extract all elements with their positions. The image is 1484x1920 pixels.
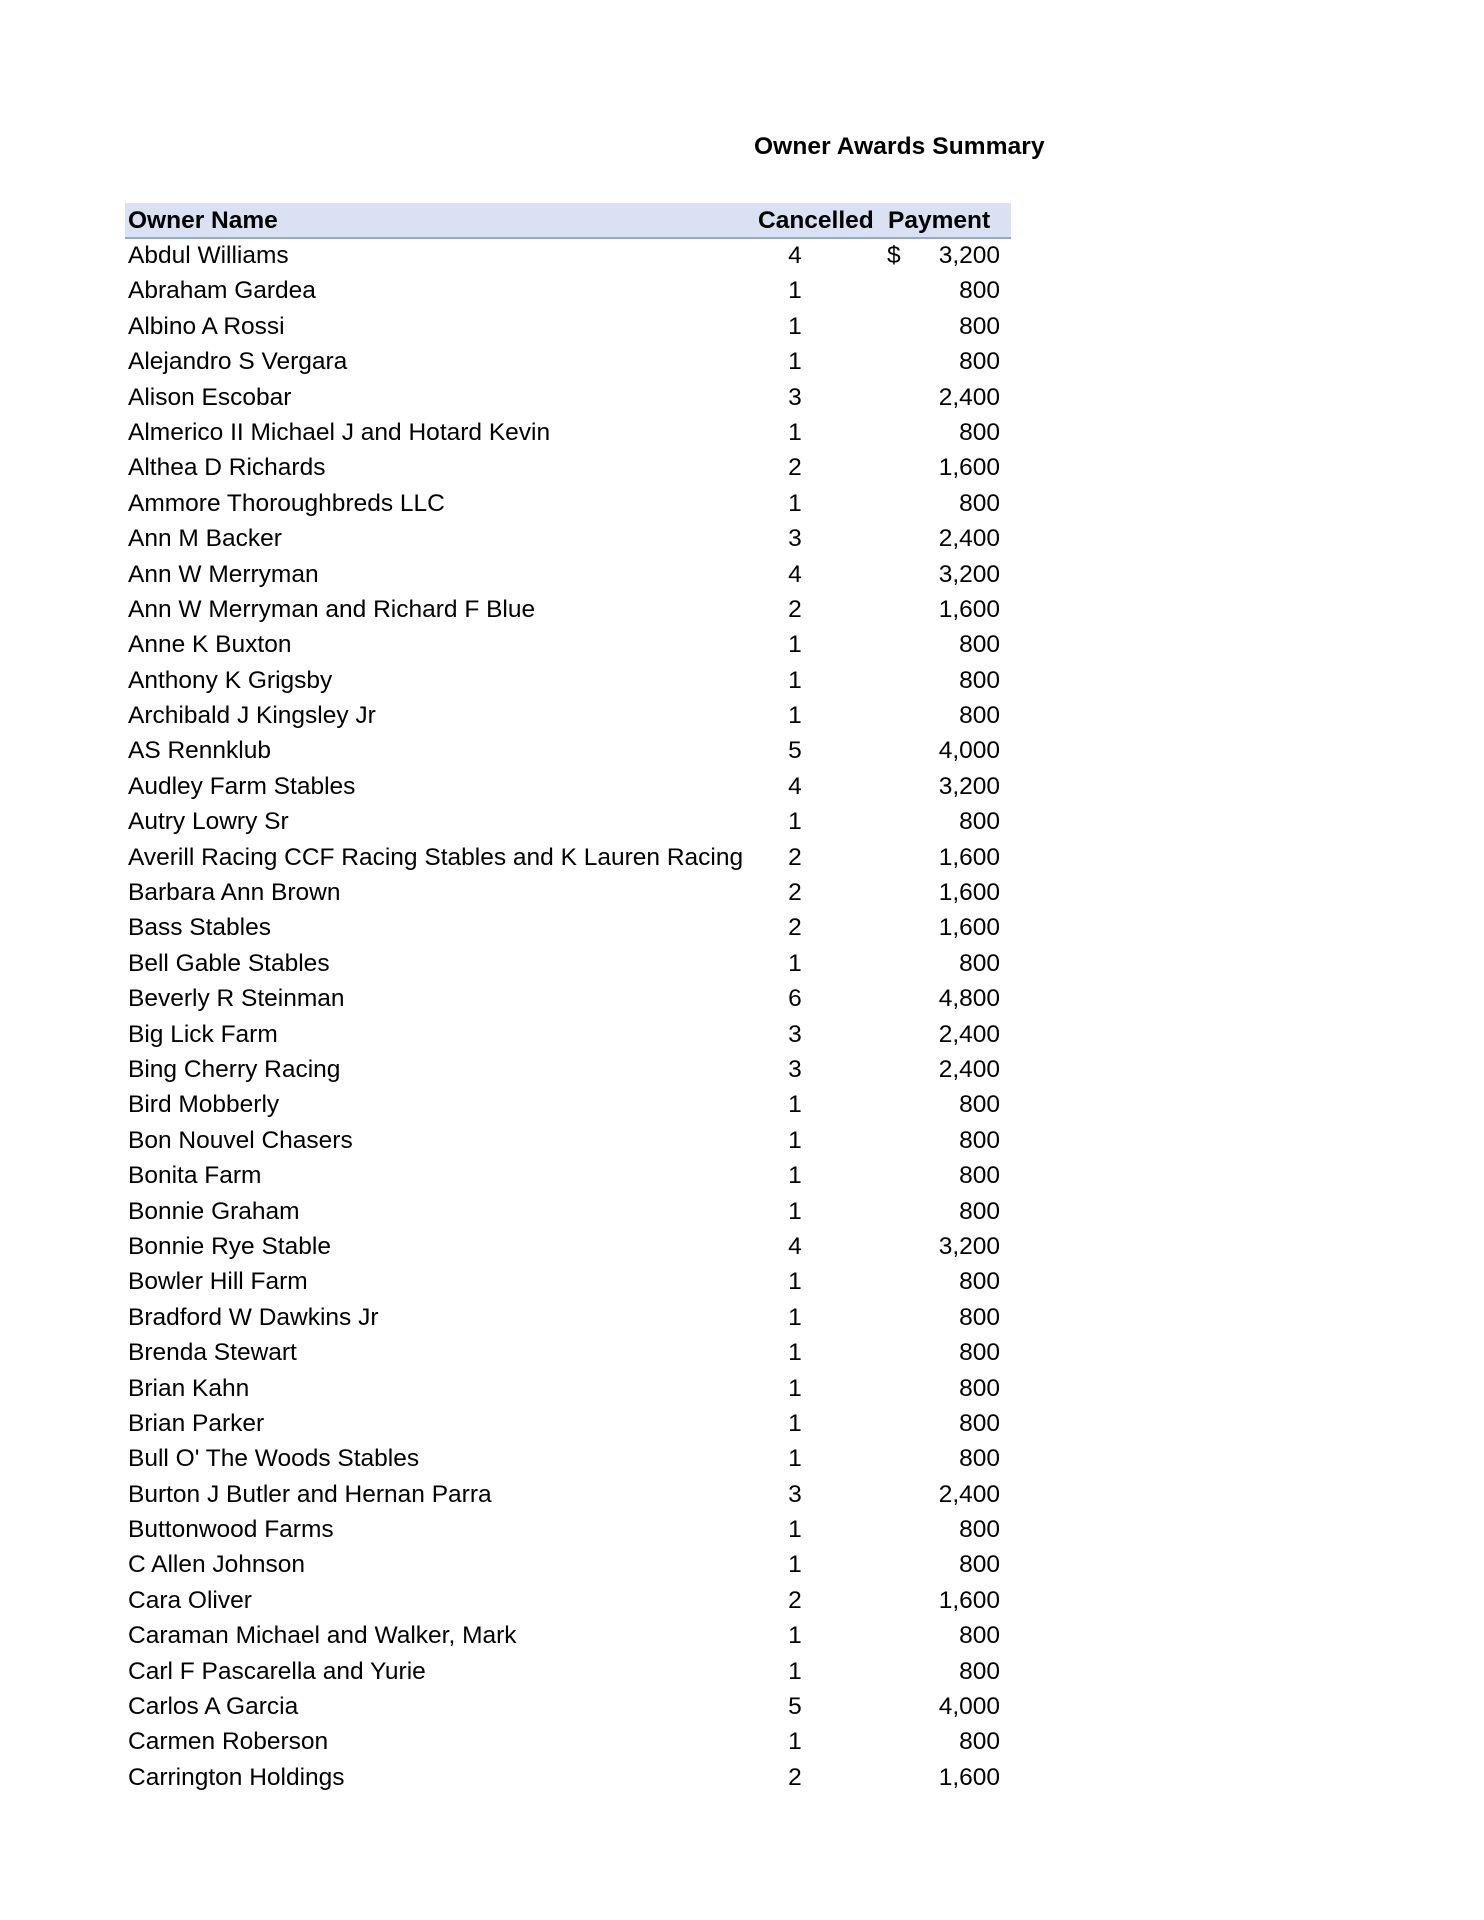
column-header-cancelled: Cancelled — [758, 207, 874, 234]
payment-cell: 4,000 — [938, 1693, 1000, 1721]
table-row — [125, 1194, 1011, 1229]
cancelled-cell: 1 — [788, 1162, 802, 1190]
table-row — [125, 1087, 1011, 1122]
table-row — [125, 486, 1011, 521]
cancelled-cell: 3 — [788, 1055, 802, 1083]
owner-name-cell: Cara Oliver — [128, 1586, 252, 1614]
owner-name-cell: Bird Mobberly — [128, 1091, 280, 1119]
payment-cell: 800 — [959, 1268, 1000, 1296]
payment-cell: 800 — [959, 418, 1000, 446]
owner-name-cell: Almerico II Michael J and Hotard Kevin — [128, 418, 551, 446]
owner-name-cell: Ann M Backer — [128, 525, 282, 553]
table-row — [125, 840, 1011, 875]
table-row — [125, 946, 1011, 981]
cancelled-cell: 1 — [788, 1374, 802, 1402]
payment-cell: 4,000 — [938, 737, 1000, 765]
table-row — [125, 663, 1011, 698]
table-body — [125, 238, 1011, 1795]
cancelled-cell: 1 — [788, 1339, 802, 1367]
owner-name-cell: Brian Kahn — [128, 1374, 250, 1402]
payment-cell: 1,600 — [938, 914, 1000, 942]
payment-cell: 800 — [959, 702, 1000, 730]
owner-name-cell: Althea D Richards — [128, 454, 326, 482]
payment-cell: 3,200 — [938, 772, 1000, 800]
cancelled-cell: 6 — [788, 985, 802, 1013]
owner-name-cell: Anne K Buxton — [128, 631, 292, 659]
owner-name-cell: Archibald J Kingsley Jr — [128, 702, 376, 730]
payment-cell: 800 — [959, 1339, 1000, 1367]
cancelled-cell: 5 — [788, 737, 802, 765]
table-row — [125, 1229, 1011, 1264]
payment-cell: 800 — [959, 949, 1000, 977]
payment-cell: 800 — [959, 348, 1000, 376]
cancelled-cell: 1 — [788, 1728, 802, 1756]
owner-name-cell: Carrington Holdings — [128, 1763, 345, 1791]
payment-cell: 1,600 — [938, 1763, 1000, 1791]
owner-name-cell: Big Lick Farm — [128, 1020, 278, 1048]
table-row — [125, 1335, 1011, 1370]
payment-cell: 800 — [959, 1551, 1000, 1579]
payment-cell: 800 — [959, 1126, 1000, 1154]
payment-cell: 1,600 — [938, 843, 1000, 871]
owner-name-cell: Bradford W Dawkins Jr — [128, 1303, 379, 1331]
cancelled-cell: 2 — [788, 454, 802, 482]
table-row — [125, 1158, 1011, 1193]
payment-cell: 2,400 — [938, 525, 1000, 553]
cancelled-cell: 1 — [788, 1197, 802, 1225]
cancelled-cell: 1 — [788, 1126, 802, 1154]
table-row — [125, 1547, 1011, 1582]
cancelled-cell: 1 — [788, 949, 802, 977]
owner-name-cell: Abraham Gardea — [128, 277, 316, 305]
owner-name-cell: Beverly R Steinman — [128, 985, 345, 1013]
cancelled-cell: 4 — [788, 1232, 802, 1260]
owner-name-cell: Autry Lowry Sr — [128, 808, 289, 836]
payment-cell: 800 — [959, 1197, 1000, 1225]
cancelled-cell: 1 — [788, 631, 802, 659]
table-row — [125, 521, 1011, 556]
payment-cell: 800 — [959, 1728, 1000, 1756]
owner-name-cell: Carlos A Garcia — [128, 1693, 299, 1721]
owner-name-cell: Audley Farm Stables — [128, 772, 356, 800]
table-row — [125, 344, 1011, 379]
table-row — [125, 1052, 1011, 1087]
table-row — [125, 1760, 1011, 1795]
owner-name-cell: Averill Racing CCF Racing Stables and K Lauren Racing — [128, 843, 744, 871]
table-row — [125, 1477, 1011, 1512]
payment-cell: 3,200 — [938, 242, 1000, 269]
cancelled-cell: 4 — [788, 560, 802, 588]
payment-cell: 1,600 — [938, 1586, 1000, 1614]
cancelled-cell: 3 — [788, 525, 802, 553]
payment-cell: 800 — [959, 1657, 1000, 1685]
owner-name-cell: Burton J Butler and Hernan Parra — [128, 1480, 492, 1508]
table-row — [125, 1371, 1011, 1406]
cancelled-cell: 5 — [788, 1693, 802, 1721]
report-title: Owner Awards Summary — [754, 133, 1045, 160]
owner-name-cell: Bonnie Graham — [128, 1197, 300, 1225]
owner-name-cell: Alison Escobar — [128, 383, 292, 411]
payment-cell: 2,400 — [938, 1020, 1000, 1048]
payment-cell: 800 — [959, 1162, 1000, 1190]
owner-name-cell: Carmen Roberson — [128, 1728, 329, 1756]
payment-cell: 2,400 — [938, 1480, 1000, 1508]
cancelled-cell: 1 — [788, 312, 802, 340]
owner-name-cell: Abdul Williams — [128, 242, 289, 269]
payment-cell: 3,200 — [938, 1232, 1000, 1260]
payment-cell: 1,600 — [938, 879, 1000, 907]
owner-name-cell: Bonita Farm — [128, 1162, 262, 1190]
owner-name-cell: Bon Nouvel Chasers — [128, 1126, 353, 1154]
payment-cell: 3,200 — [938, 560, 1000, 588]
payment-cell: 800 — [959, 808, 1000, 836]
table-row — [125, 733, 1011, 768]
owner-name-cell: Ammore Thoroughbreds LLC — [128, 489, 445, 517]
payment-cell: 800 — [959, 1516, 1000, 1544]
table-row — [125, 1017, 1011, 1052]
payment-cell: 800 — [959, 631, 1000, 659]
owner-name-cell: Buttonwood Farms — [128, 1516, 334, 1544]
table-row — [125, 557, 1011, 592]
table-row — [125, 1123, 1011, 1158]
table-row — [125, 698, 1011, 733]
cancelled-cell: 1 — [788, 1657, 802, 1685]
owner-name-cell: Brian Parker — [128, 1409, 265, 1437]
payment-cell: 2,400 — [938, 1055, 1000, 1083]
cancelled-cell: 2 — [788, 914, 802, 942]
cancelled-cell: 1 — [788, 702, 802, 730]
table-row — [125, 592, 1011, 627]
payment-cell: 800 — [959, 1409, 1000, 1437]
cancelled-cell: 1 — [788, 1303, 802, 1331]
payment-cell: 800 — [959, 1445, 1000, 1473]
owner-name-cell: Brenda Stewart — [128, 1339, 297, 1367]
cancelled-cell: 3 — [788, 383, 802, 411]
owner-name-cell: Caraman Michael and Walker, Mark — [128, 1622, 517, 1650]
payment-cell: 800 — [959, 489, 1000, 517]
cancelled-cell: 1 — [788, 1622, 802, 1650]
table-row — [125, 1406, 1011, 1441]
owner-name-cell: Ann W Merryman — [128, 560, 319, 588]
column-header-owner: Owner Name — [128, 207, 278, 234]
cancelled-cell: 1 — [788, 1409, 802, 1437]
table-row — [125, 1512, 1011, 1547]
cancelled-cell: 2 — [788, 1763, 802, 1791]
owner-name-cell: AS Rennklub — [128, 737, 272, 765]
column-header-payment: Payment — [888, 207, 991, 234]
cancelled-cell: 2 — [788, 879, 802, 907]
table-row — [125, 769, 1011, 804]
cancelled-cell: 2 — [788, 595, 802, 623]
owner-name-cell: Bowler Hill Farm — [128, 1268, 308, 1296]
cancelled-cell: 1 — [788, 666, 802, 694]
table-row — [125, 309, 1011, 344]
cancelled-cell: 2 — [788, 1586, 802, 1614]
payment-cell: 800 — [959, 312, 1000, 340]
table-row — [125, 910, 1011, 945]
table-row — [125, 450, 1011, 485]
table-row — [125, 1300, 1011, 1335]
owner-name-cell: Bing Cherry Racing — [128, 1055, 341, 1083]
cancelled-cell: 4 — [788, 772, 802, 800]
payment-cell: 800 — [959, 666, 1000, 694]
payment-cell: 800 — [959, 1622, 1000, 1650]
owner-name-cell: Bull O' The Woods Stables — [128, 1445, 420, 1473]
cancelled-cell: 1 — [788, 808, 802, 836]
cancelled-cell: 1 — [788, 1091, 802, 1119]
cancelled-cell: 2 — [788, 843, 802, 871]
currency-symbol: $ — [887, 242, 901, 269]
table-row — [125, 415, 1011, 450]
table-row — [125, 1583, 1011, 1618]
table-row — [125, 804, 1011, 839]
table-row — [125, 875, 1011, 910]
payment-cell: 800 — [959, 1374, 1000, 1402]
table-row — [125, 981, 1011, 1016]
table-row — [125, 1264, 1011, 1299]
cancelled-cell: 1 — [788, 489, 802, 517]
owner-name-cell: Albino A Rossi — [128, 312, 285, 340]
payment-cell: 1,600 — [938, 454, 1000, 482]
payment-cell: 1,600 — [938, 595, 1000, 623]
cancelled-cell: 1 — [788, 1445, 802, 1473]
table-row — [125, 1689, 1011, 1724]
cancelled-cell: 1 — [788, 1551, 802, 1579]
owner-name-cell: Bell Gable Stables — [128, 949, 330, 977]
owner-name-cell: Bonnie Rye Stable — [128, 1232, 331, 1260]
table-row — [125, 627, 1011, 662]
cancelled-cell: 3 — [788, 1020, 802, 1048]
owner-name-cell: Barbara Ann Brown — [128, 879, 341, 907]
owner-name-cell: Alejandro S Vergara — [128, 348, 348, 376]
cancelled-cell: 1 — [788, 418, 802, 446]
payment-cell: 800 — [959, 1303, 1000, 1331]
cancelled-cell: 3 — [788, 1480, 802, 1508]
payment-cell: 4,800 — [938, 985, 1000, 1013]
cancelled-cell: 4 — [788, 242, 802, 269]
table-row — [125, 1618, 1011, 1653]
table-row — [125, 273, 1011, 308]
owner-name-cell: Ann W Merryman and Richard F Blue — [128, 595, 536, 623]
payment-cell: 2,400 — [938, 383, 1000, 411]
payment-cell: 800 — [959, 1091, 1000, 1119]
table-row — [125, 1724, 1011, 1759]
table-row — [125, 380, 1011, 415]
cancelled-cell: 1 — [788, 1268, 802, 1296]
owner-name-cell: Carl F Pascarella and Yurie — [128, 1657, 426, 1685]
payment-cell: 800 — [959, 277, 1000, 305]
owner-name-cell: Bass Stables — [128, 914, 271, 942]
table-row — [125, 1441, 1011, 1476]
table-header — [125, 203, 1011, 239]
owner-name-cell: C Allen Johnson — [128, 1551, 306, 1579]
cancelled-cell: 1 — [788, 348, 802, 376]
table-row — [125, 238, 1011, 273]
owner-name-cell: Anthony K Grigsby — [128, 666, 333, 694]
cancelled-cell: 1 — [788, 277, 802, 305]
cancelled-cell: 1 — [788, 1516, 802, 1544]
table-row — [125, 1654, 1011, 1689]
